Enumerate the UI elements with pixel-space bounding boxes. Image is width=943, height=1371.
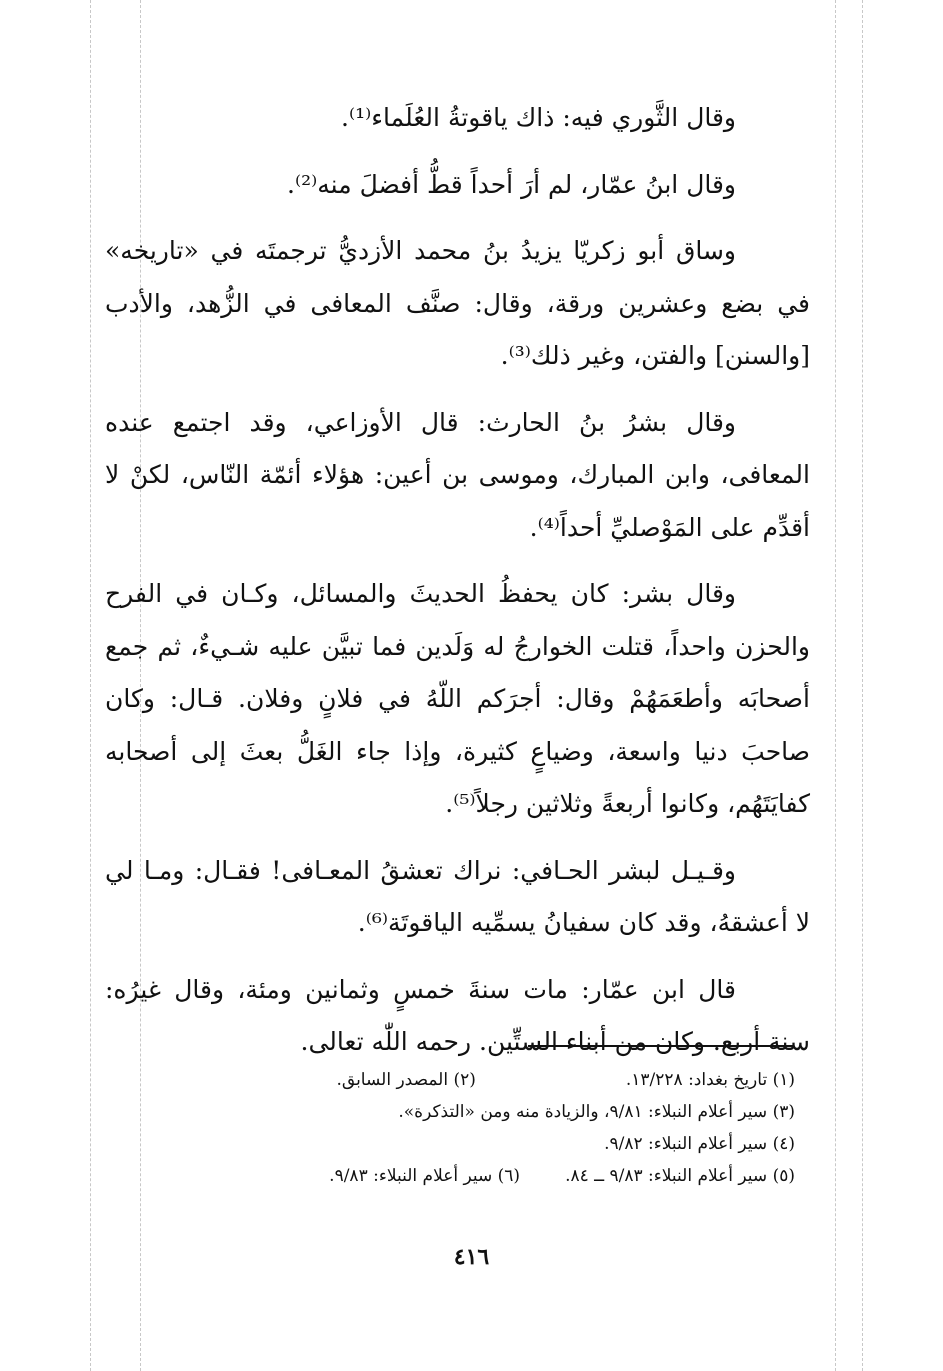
paragraph: وقـيـل لبشر الحـافي: نراك تعشقُ المعـافى! فقـال: ومـا لي لا أعشقهُ، وقد كان سفيانُ يسمِّيه الياقوتَة⁽⁶⁾. (105, 855, 810, 937)
page-number: ٤١٦ (453, 1244, 490, 1270)
paragraph: وقال بشر: كان يحفظُ الحديثَ والمسائل، وكـان في الفرح والحزن واحداً، قتلت الخوارجُ له وَلَدين فما تبيَّن عليه شـيءٌ، ثم جمع أصحابَه وأطعَمَهُمْ وقال: أجرَكم اللّهُ في فلانٍ وفلان. قـال: وكان صاحبَ دنيا واسعة، وضياعٍ كثيرة، وإذا جاء الغَلُّ بعثَ إلى أصحابه كفايَتَهُم، وكانوا أربعةً وثلاثين رجلاً⁽⁵⁾. (105, 579, 810, 818)
footnote-separator (528, 1045, 793, 1047)
footnote-6: (٦) سير أعلام النبلاء: ٩/٨٣. (329, 1166, 521, 1186)
paragraph: وقال ابنُ عمّار، لم أرَ أحداً قطُّ أفضلَ منه⁽²⁾. (287, 169, 736, 199)
footnotes (130, 1064, 795, 1192)
margin-guide-line (835, 0, 836, 1371)
main-text (105, 92, 810, 1083)
footnote-2: (٢) المصدر السابق. (336, 1070, 476, 1090)
paragraph: وساق أبو زكريّا يزيدُ بنُ محمد الأزديُّ ترجمتَه في «تاريخه» في بضع وعشرين ورقة، وقال: صنَّف المعافى في الزُّهد، والأدب [والسنن] والفتن، وغير ذلك⁽³⁾. (105, 236, 810, 370)
paragraph: قال ابن عمّار: مات سنةَ خمسٍ وثمانين ومئة، وقال غيرُه: سنة أربع. وكان من أبناء الستِّين. رحمه اللّٰه تعالى. (105, 974, 810, 1056)
footnote-1: (١) تاريخ بغداد: ١٣/٢٢٨. (625, 1070, 795, 1090)
paragraph: وقال الثَّوري فيه: ذاك ياقوتةُ العُلَماء⁽¹⁾. (341, 103, 736, 132)
footnote-4: (٤) سير أعلام النبلاء: ٩/٨٢. (604, 1134, 795, 1154)
footnote-row (130, 1128, 795, 1160)
paragraph: وقال بشرُ بنُ الحارث: قال الأوزاعي، وقد اجتمع عنده المعافى، وابن المبارك، وموسى بن أعين: هؤلاء أئمّة النّاس، لكنْ لا أقدِّم على المَوْصليِّ أحداً⁽⁴⁾. (105, 407, 810, 542)
footnote-row (130, 1096, 795, 1128)
footnote-3: (٣) سير أعلام النبلاء: ٩/٨١، والزيادة منه ومن «التذكرة». (398, 1102, 795, 1122)
footnote-row (130, 1064, 795, 1096)
margin-guide-line (90, 0, 91, 1371)
footnote-5: (٥) سير أعلام النبلاء: ٩/٨٣ ــ ٨٤. (565, 1166, 795, 1186)
footnote-row (130, 1160, 795, 1192)
margin-guide-line (862, 0, 863, 1371)
